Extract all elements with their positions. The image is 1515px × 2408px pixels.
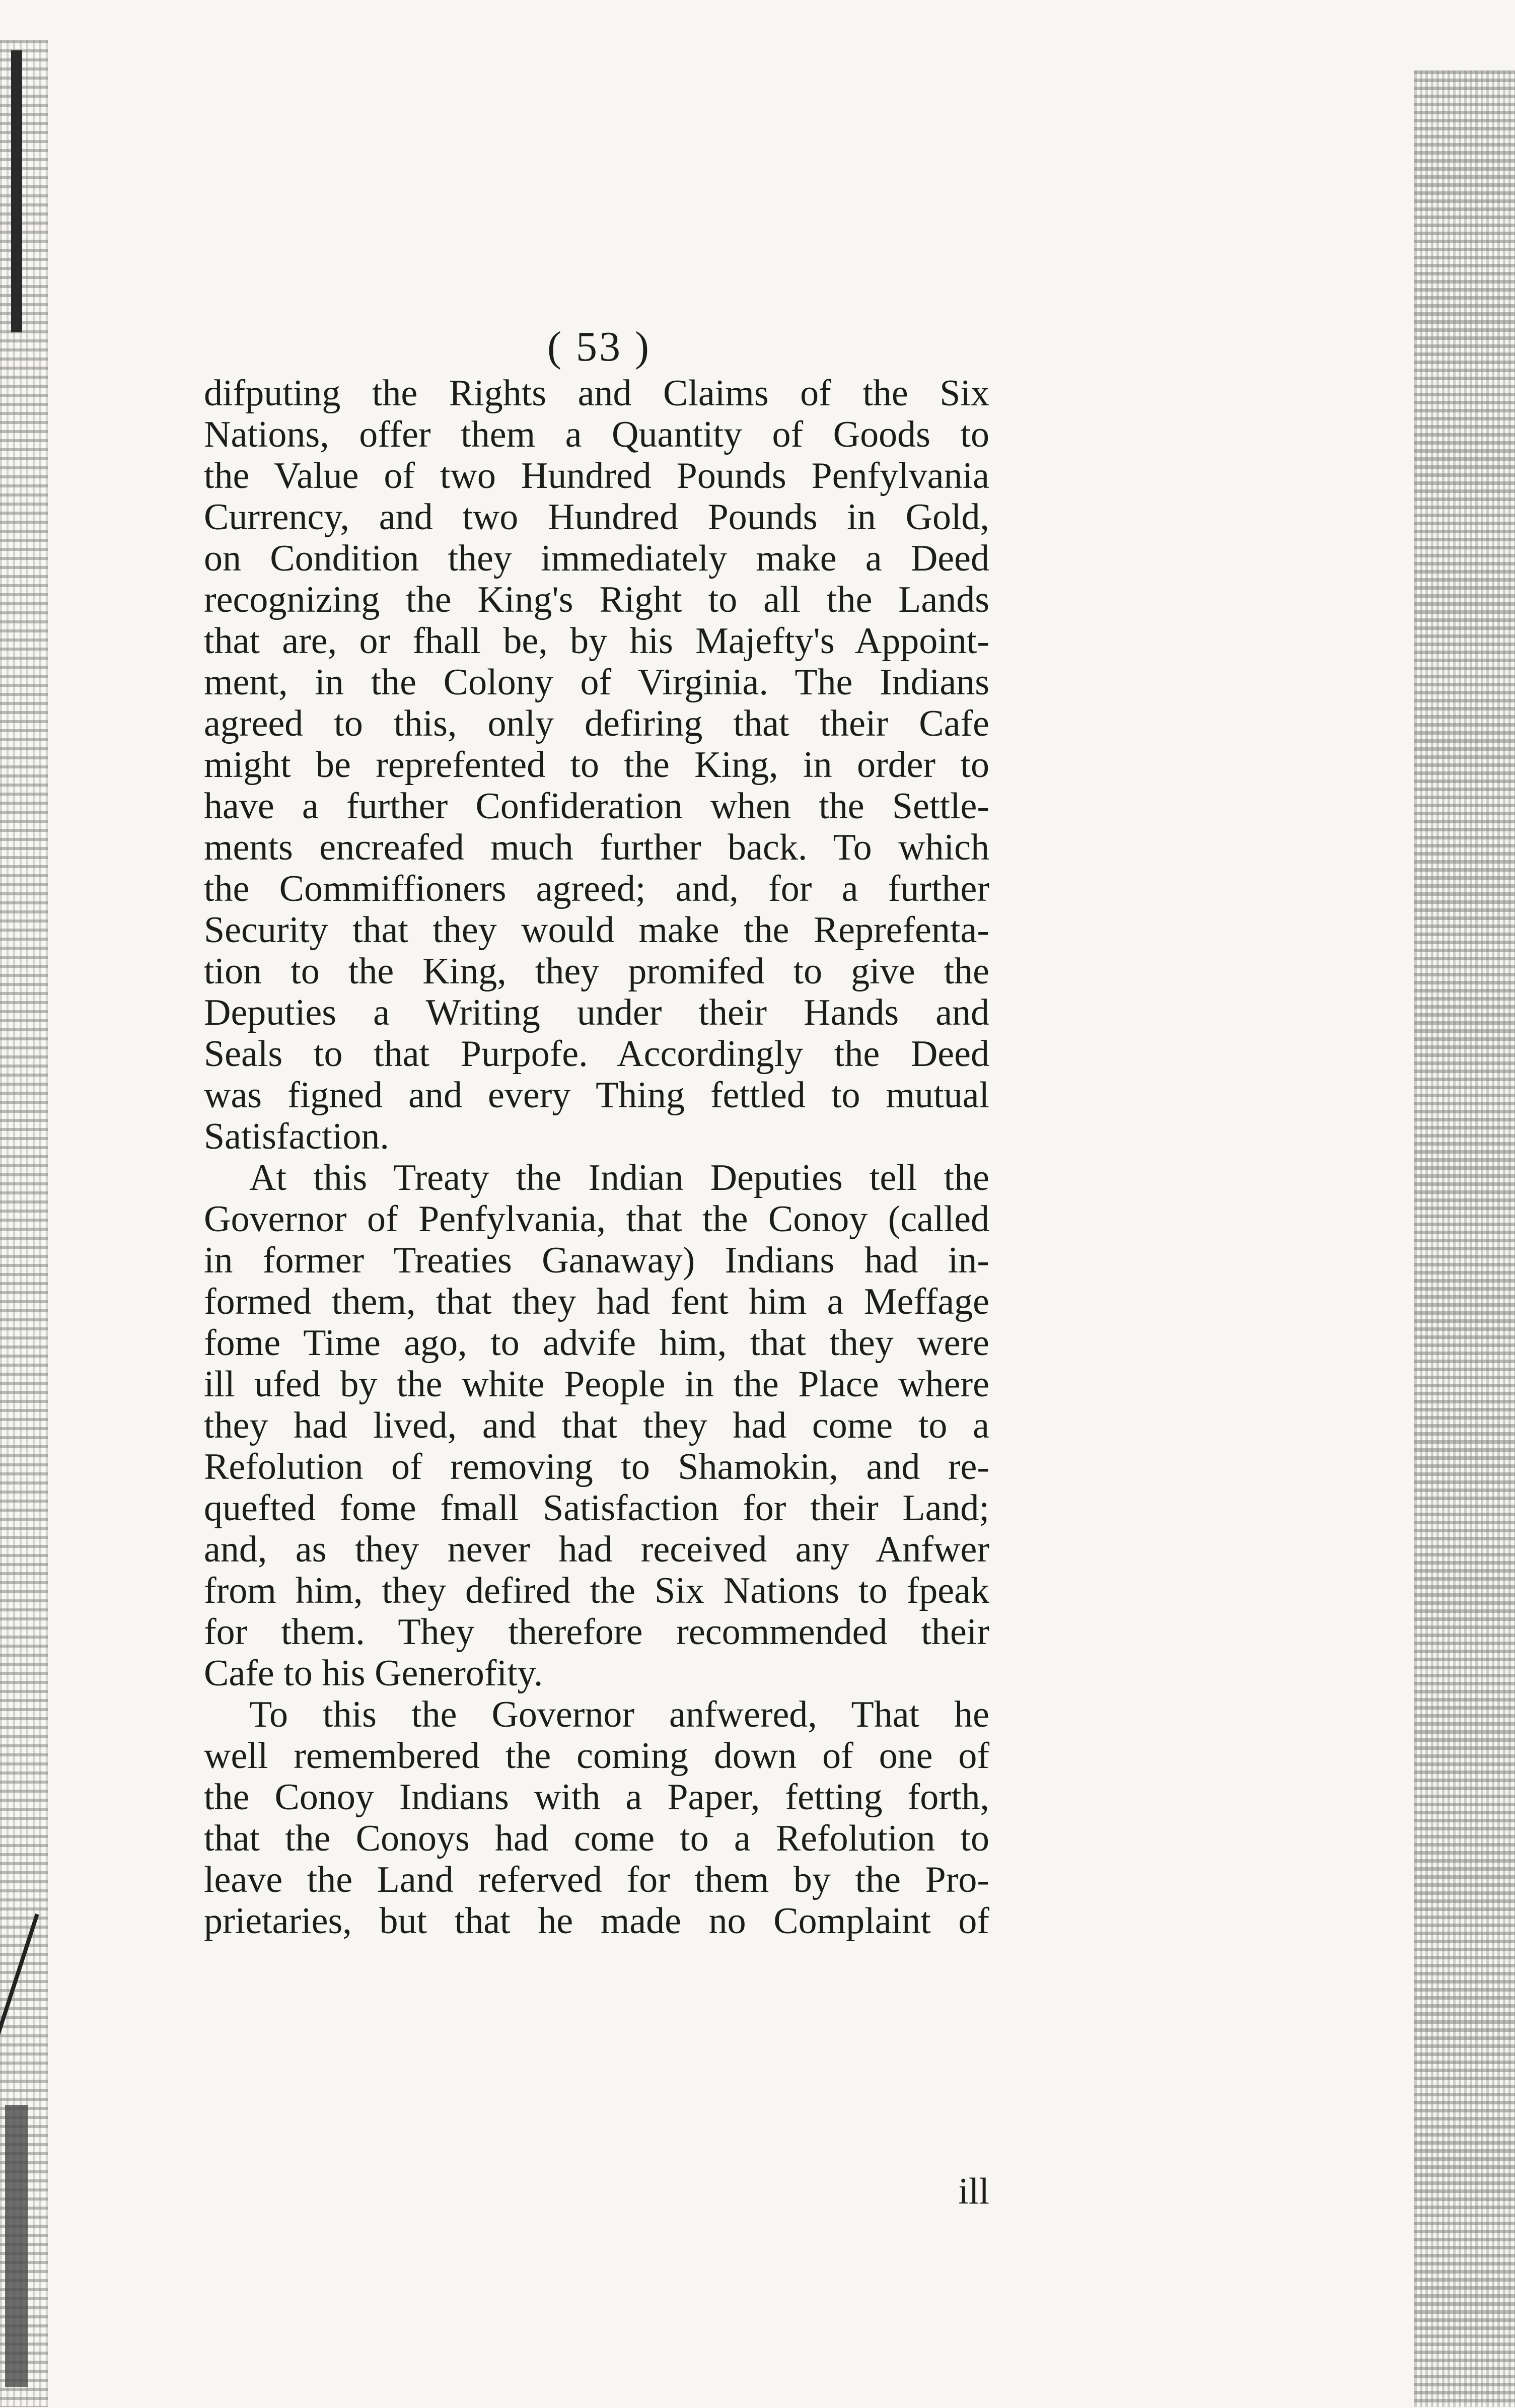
text-line: in former Treaties Ganaway) Indians had in- xyxy=(204,1240,989,1281)
text-line: At this Treaty the Indian Deputies tell the xyxy=(249,1157,989,1198)
text-line: was figned and every Thing fettled to mutual xyxy=(204,1075,989,1116)
text-line: the Commiffioners agreed; and, for a further xyxy=(204,868,989,909)
text-line: might be reprefented to the King, in order to xyxy=(204,744,989,786)
text-line: tion to the King, they promifed to give the xyxy=(204,951,989,992)
left-edge-shadow xyxy=(11,50,22,332)
text-line: ment, in the Colony of Virginia. The Indians xyxy=(204,662,989,703)
text-line: fome Time ago, to advife him, that they were xyxy=(204,1322,989,1364)
page-number: ( 53 ) xyxy=(547,323,651,370)
text-line: Governor of Penfylvania, that the Conoy (called xyxy=(204,1198,989,1240)
text-line: from him, they defired the Six Nations to fpeak xyxy=(204,1570,989,1611)
right-scan-edge xyxy=(1414,70,1515,2407)
text-line: that the Conoys had come to a Refolution to xyxy=(204,1818,989,1859)
text-line: for them. They therefore recommended their xyxy=(204,1611,989,1653)
text-line: Refolution of removing to Shamokin, and re- xyxy=(204,1446,989,1488)
text-line: they had lived, and that they had come to a xyxy=(204,1405,989,1446)
text-line: quefted fome fmall Satisfaction for their Land; xyxy=(204,1488,989,1529)
catchword: ill xyxy=(958,2171,989,2212)
text-line: on Condition they immediately make a Deed xyxy=(204,538,989,579)
text-line: the Value of two Hundred Pounds Penfylvania xyxy=(204,455,989,497)
text-line: ments encreafed much further back. To which xyxy=(204,827,989,868)
text-line: difputing the Rights and Claims of the Six xyxy=(204,373,989,414)
left-scan-edge xyxy=(0,40,48,2407)
body-text xyxy=(204,373,989,1942)
text-line: that are, or fhall be, by his Majefty's Appoint- xyxy=(204,620,989,662)
text-line: agreed to this, only defiring that their Cafe xyxy=(204,703,989,744)
text-line: well remembered the coming down of one of xyxy=(204,1735,989,1777)
text-line: Nations, offer them a Quantity of Goods to xyxy=(204,414,989,455)
text-line: the Conoy Indians with a Paper, fetting forth, xyxy=(204,1777,989,1818)
text-line: Currency, and two Hundred Pounds in Gold, xyxy=(204,497,989,538)
text-line: Deputies a Writing under their Hands and xyxy=(204,992,989,1033)
text-line: Security that they would make the Reprefenta- xyxy=(204,909,989,951)
text-line: Satisfaction. xyxy=(204,1116,389,1157)
text-line: have a further Confideration when the Settle- xyxy=(204,786,989,827)
text-line: Cafe to his Generofity. xyxy=(204,1653,543,1694)
text-line: Seals to that Purpofe. Accordingly the Deed xyxy=(204,1033,989,1075)
text-line: leave the Land referved for them by the Pro- xyxy=(204,1859,989,1900)
text-line: prietaries, but that he made no Complaint of xyxy=(204,1900,989,1942)
text-line: and, as they never had received any Anfwer xyxy=(204,1529,989,1570)
text-line: ill ufed by the white People in the Place where xyxy=(204,1364,989,1405)
left-edge-shadow-lower xyxy=(5,2105,28,2387)
text-line: formed them, that they had fent him a Meffage xyxy=(204,1281,989,1322)
text-line: To this the Governor anfwered, That he xyxy=(249,1694,989,1735)
text-line: recognizing the King's Right to all the Lands xyxy=(204,579,989,620)
